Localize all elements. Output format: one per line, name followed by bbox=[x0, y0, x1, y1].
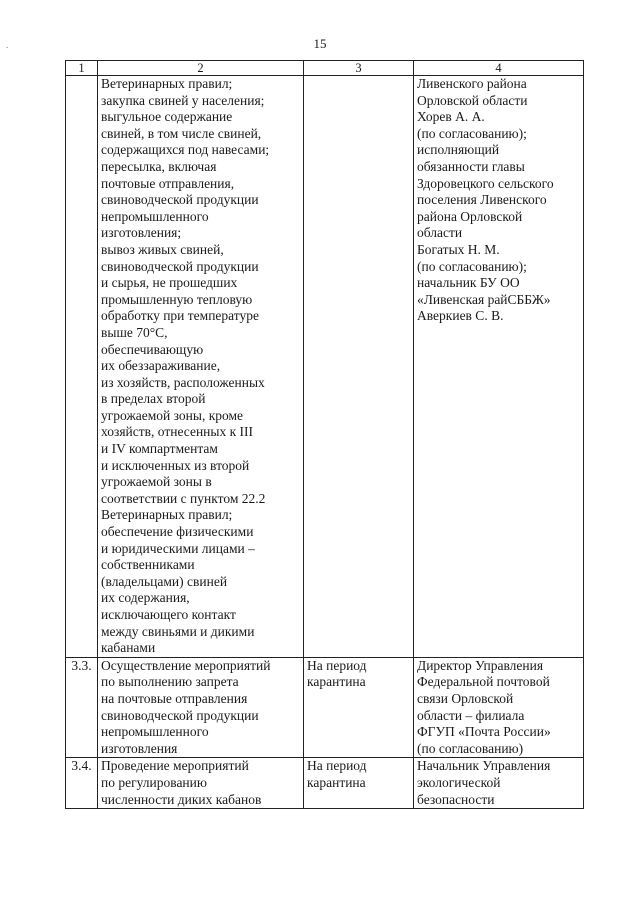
cell-text-line: собственниками bbox=[101, 557, 195, 573]
row-number-cell: 3.3. bbox=[66, 657, 98, 758]
cell-text-line: экологической bbox=[417, 774, 501, 790]
row-number-cell: 3.4. bbox=[66, 758, 98, 809]
cell-text-line: исполняющий bbox=[417, 142, 500, 158]
column-header: 3 bbox=[304, 61, 414, 76]
cell-text-line: Осуществление мероприятий bbox=[101, 657, 271, 673]
cell-text-line: поселения Ливенского bbox=[417, 192, 547, 208]
cell-text-line: Богатых Н. М. bbox=[417, 241, 500, 257]
cell-text-line: Орловской области bbox=[417, 92, 528, 108]
cell-text-line: угрожаемой зоны в bbox=[101, 474, 212, 490]
cell-text-line: (по согласованию); bbox=[417, 258, 527, 274]
cell-text-line: закупка свиней у населения; bbox=[101, 92, 265, 108]
cell-text-line: свиноводческой продукции bbox=[101, 707, 259, 723]
cell-text-line: связи Орловской bbox=[417, 690, 514, 706]
cell-text-line: хозяйств, отнесенных к III bbox=[101, 424, 254, 440]
cell-text-line: выше 70°С, bbox=[101, 324, 168, 340]
cell-text-line: Ветеринарных правил; bbox=[101, 507, 233, 523]
cell-text-line: вывоз живых свиней, bbox=[101, 241, 224, 257]
cell-text-line: непромышленного bbox=[101, 208, 209, 224]
cell-text-line: и юридическими лицами – bbox=[101, 540, 255, 556]
cell-text-line: промышленную тепловую bbox=[101, 291, 253, 307]
measures-table bbox=[65, 60, 584, 809]
cell-text-line: Проведение мероприятий bbox=[101, 758, 249, 774]
cell-text-line: карантина bbox=[307, 774, 366, 790]
column-header: 1 bbox=[66, 61, 98, 76]
cell-text-line: Начальник Управления bbox=[417, 758, 551, 774]
cell-text-line: Директор Управления bbox=[417, 657, 544, 673]
measure-cell bbox=[98, 76, 304, 658]
cell-text-line: и IV компартментам bbox=[101, 441, 218, 457]
cell-text-line: кабанами bbox=[101, 640, 156, 656]
table-row bbox=[66, 76, 584, 658]
cell-text-line: содержащихся под навесами; bbox=[101, 142, 270, 158]
row-number-cell bbox=[66, 76, 98, 658]
cell-text-line: соответствии с пунктом 22.2 bbox=[101, 490, 266, 506]
cell-text-line: между свиньями и дикими bbox=[101, 623, 255, 639]
cell-text-line: На период bbox=[307, 758, 367, 774]
cell-text-line: их обеззараживание, bbox=[101, 358, 221, 374]
cell-text-line: На период bbox=[307, 657, 367, 673]
cell-text-line: обеспечение физическими bbox=[101, 524, 254, 540]
measure-cell bbox=[98, 657, 304, 758]
cell-text-line: по выполнению запрета bbox=[101, 674, 239, 690]
cell-text-line: пересылка, включая bbox=[101, 158, 217, 174]
cell-text-line: Хорев А. А. bbox=[417, 109, 485, 125]
cell-text-line: изготовления bbox=[101, 740, 178, 756]
cell-text-line: в пределах второй bbox=[101, 391, 206, 407]
cell-text-line: выгульное содержание bbox=[101, 109, 233, 125]
page-number: 15 bbox=[313, 36, 327, 51]
cell-text-line: численности диких кабанов bbox=[101, 791, 262, 807]
cell-text-line: области bbox=[417, 225, 463, 241]
cell-text-line: непромышленного bbox=[101, 724, 209, 740]
cell-text-line: Ветеринарных правил; bbox=[101, 76, 233, 91]
table-row bbox=[66, 657, 584, 758]
cell-text-line: (владельцами) свиней bbox=[101, 573, 228, 589]
responsible-cell bbox=[414, 758, 584, 809]
responsible-cell bbox=[414, 657, 584, 758]
cell-text-line: из хозяйств, расположенных bbox=[101, 374, 265, 390]
cell-text-line: обеспечивающую bbox=[101, 341, 204, 357]
cell-text-line: свиноводческой продукции bbox=[101, 258, 259, 274]
cell-text-line: угрожаемой зоны, кроме bbox=[101, 407, 244, 423]
cell-text-line: свиней, в том числе свиней, bbox=[101, 125, 262, 141]
cell-text-line: обработку при температуре bbox=[101, 308, 260, 324]
cell-text-line: их содержания, bbox=[101, 590, 190, 606]
cell-text-line: области – филиала bbox=[417, 707, 525, 723]
table-header-row bbox=[66, 61, 584, 76]
cell-text-line: Здоровецкого сельского bbox=[417, 175, 554, 191]
cell-text-line: исключающего контакт bbox=[101, 607, 236, 622]
cell-text-line: ФГУП «Почта России» bbox=[417, 724, 551, 740]
cell-text-line: обязанности главы bbox=[417, 158, 525, 174]
column-header: 2 bbox=[98, 61, 304, 76]
cell-text-line: Аверкиев С. В. bbox=[417, 308, 504, 324]
responsible-cell bbox=[414, 76, 584, 658]
cell-text-line: почтовые отправления, bbox=[101, 175, 235, 191]
cell-text-line: на почтовые отправления bbox=[101, 690, 248, 706]
cell-text-line: «Ливенская райСББЖ» bbox=[417, 291, 551, 307]
cell-text-line: (по согласованию); bbox=[417, 125, 527, 141]
cell-text-line: изготовления; bbox=[101, 225, 182, 241]
column-header: 4 bbox=[414, 61, 584, 76]
period-cell bbox=[304, 657, 414, 758]
cell-text-line: Ливенского района bbox=[417, 76, 527, 91]
margin-mark: . bbox=[6, 40, 9, 50]
measure-cell bbox=[98, 758, 304, 809]
cell-text-line: района Орловской bbox=[417, 208, 523, 224]
period-cell bbox=[304, 76, 414, 658]
cell-text-line: Федеральной почтовой bbox=[417, 674, 550, 690]
cell-text-line: (по согласованию) bbox=[417, 740, 524, 756]
cell-text-line: по регулированию bbox=[101, 774, 207, 790]
cell-text-line: карантина bbox=[307, 674, 366, 690]
period-cell bbox=[304, 758, 414, 809]
cell-text-line: безопасности bbox=[417, 791, 495, 807]
cell-text-line: и исключенных из второй bbox=[101, 457, 250, 473]
cell-text-line: свиноводческой продукции bbox=[101, 192, 259, 208]
cell-text-line: начальник БУ ОО bbox=[417, 275, 520, 291]
table-row bbox=[66, 758, 584, 809]
cell-text-line: и сырья, не прошедших bbox=[101, 275, 238, 291]
